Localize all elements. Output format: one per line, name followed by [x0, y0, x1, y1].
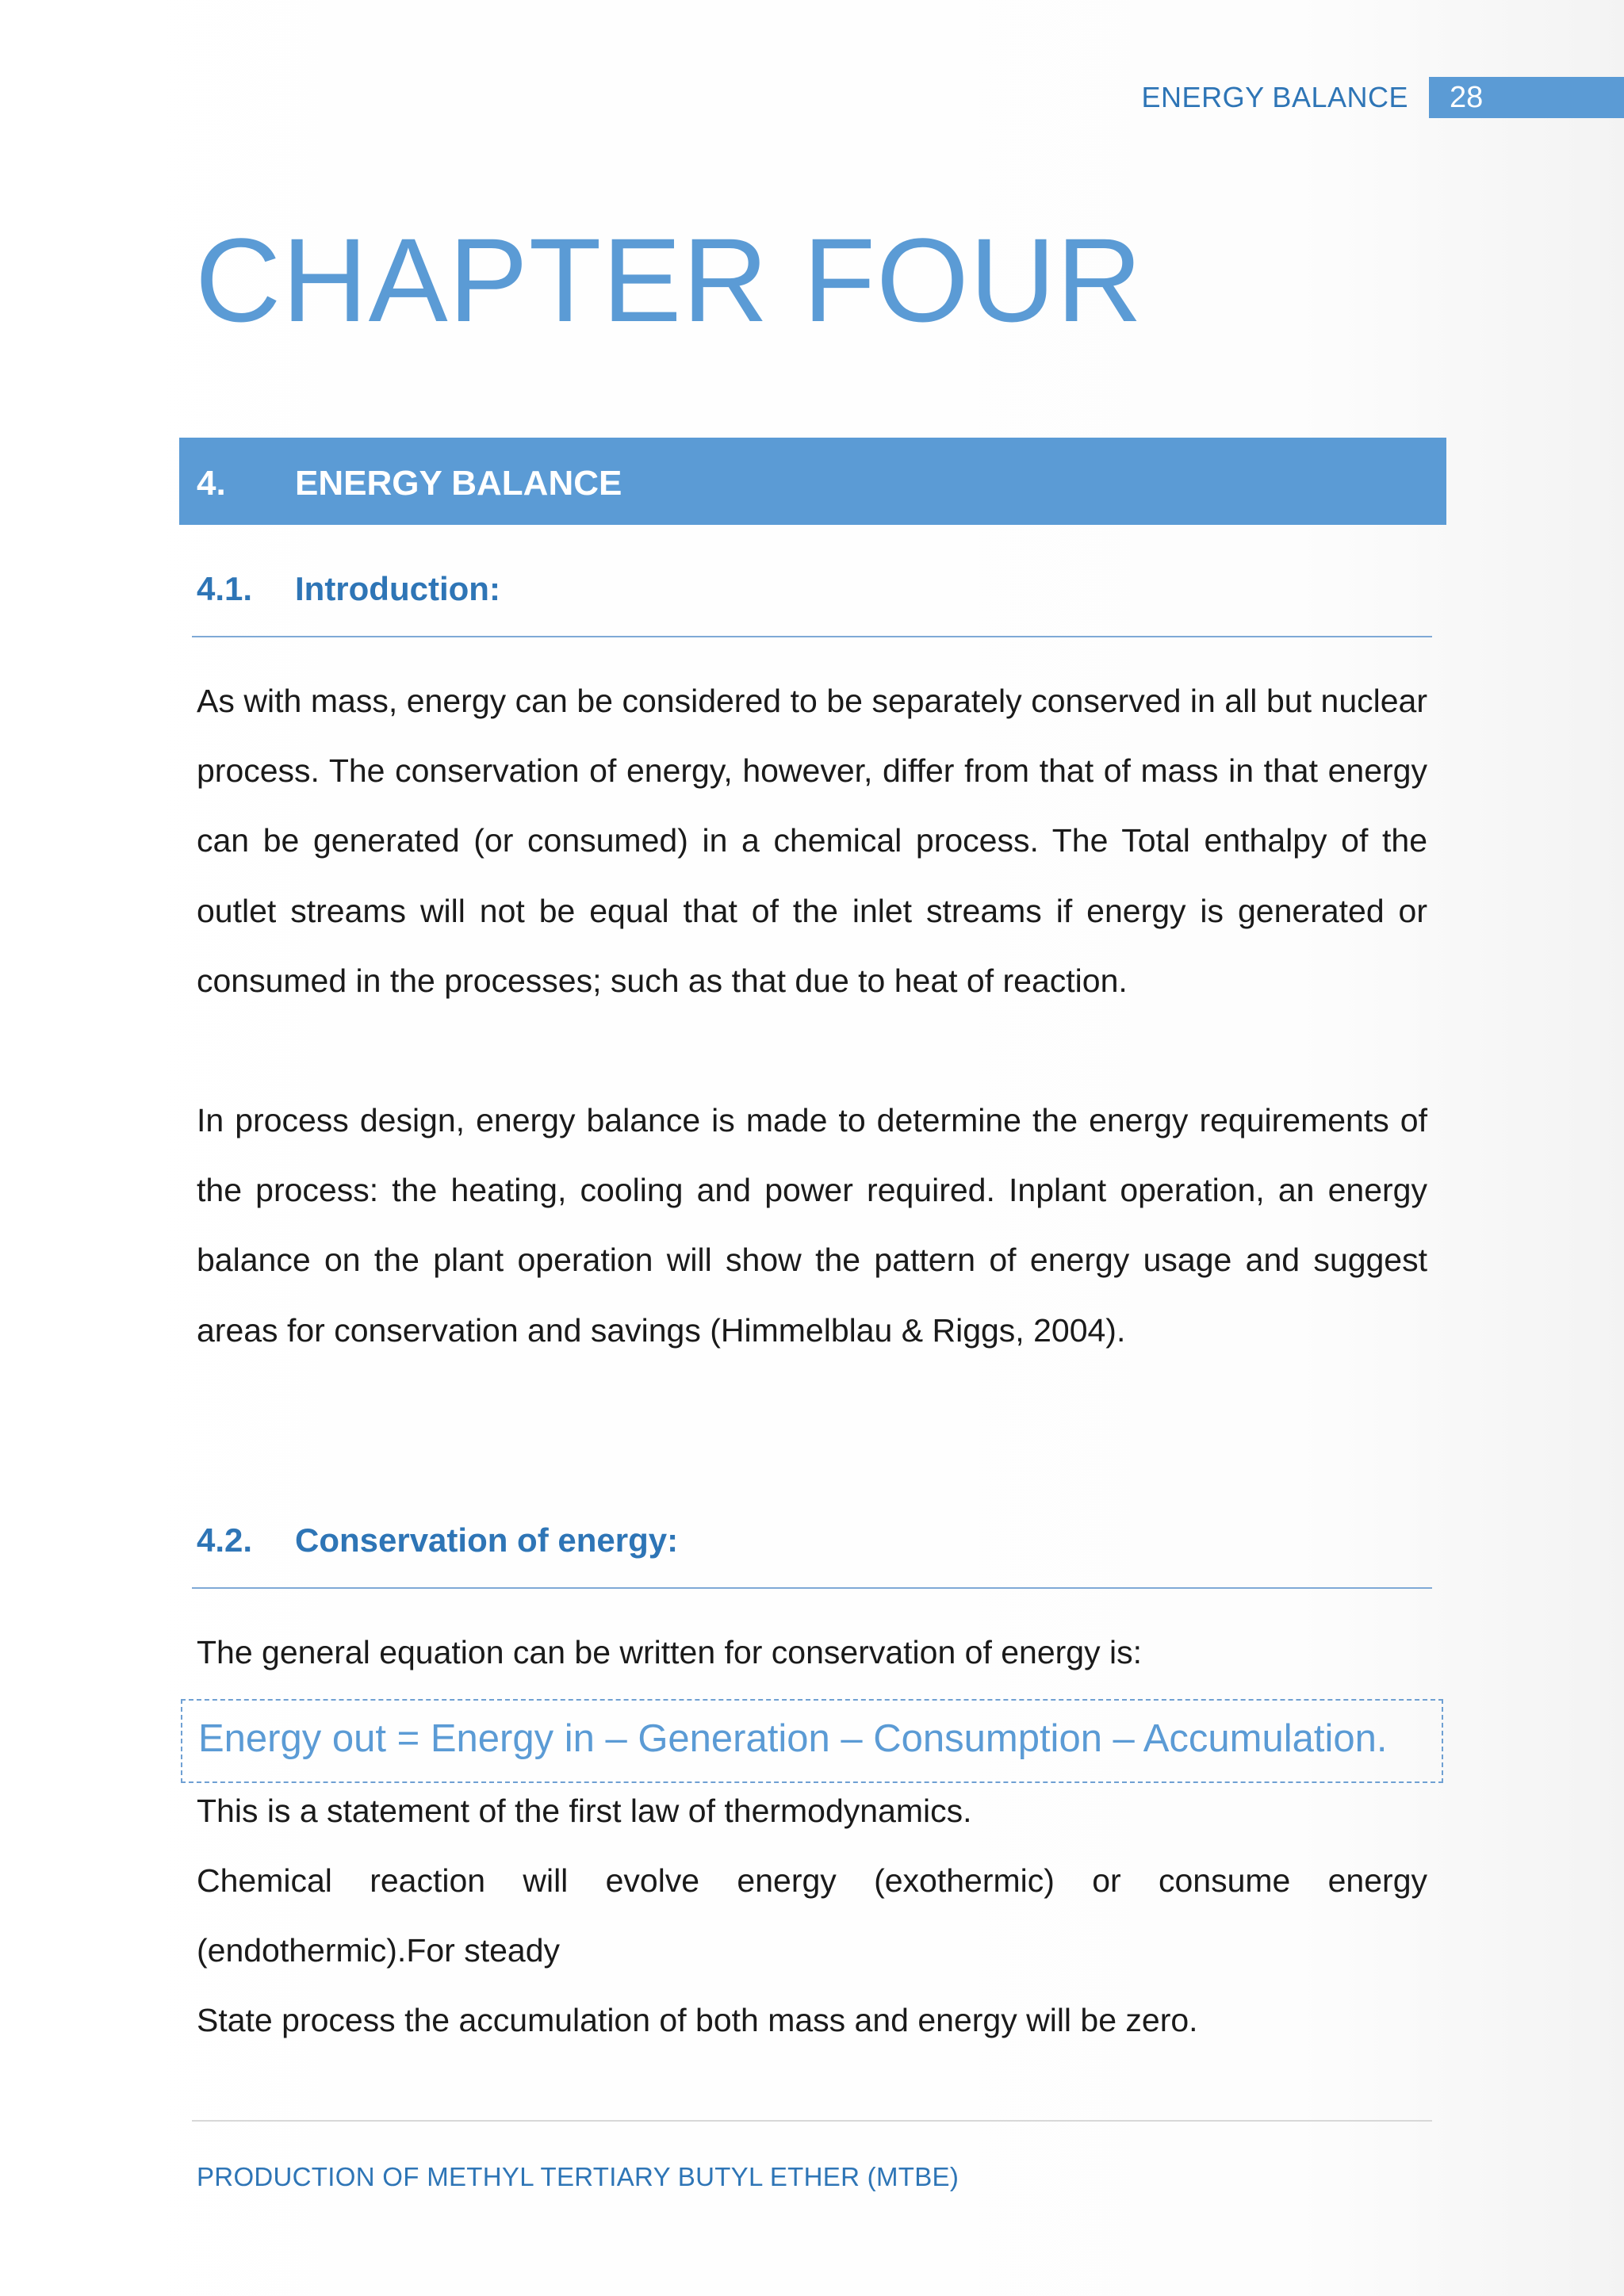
footer-rule — [192, 2120, 1432, 2122]
equation-box — [181, 1699, 1443, 1783]
header-title: ENERGY BALANCE — [1141, 81, 1408, 113]
section-heading — [179, 438, 1446, 525]
text-line: (endothermic).For steady — [197, 1932, 561, 1969]
subsection-title: Introduction: — [295, 570, 500, 607]
footer-text: PRODUCTION OF METHYL TERTIARY BUTYL ETHER (MTBE) — [197, 2162, 959, 2191]
text-line: This is a statement of the first law of thermodynamics. — [197, 1793, 972, 1829]
subsection-number: 4.1. — [197, 570, 253, 607]
subsection-title: Conservation of energy: — [295, 1521, 679, 1559]
subsection-rule — [192, 636, 1432, 637]
page-header — [1142, 76, 1624, 119]
paragraph-intro-1: As with mass, energy can be considered to be separately conserved in all but nuclear process. The conservation of energy, however, differ from that of mass in that energy can be generated (or consumed) in a chemical process. The Total enthalpy of the outlet streams will not be equal that of the inlet streams if energy is generated or consumed in the processes; such as that due to heat of reaction. — [197, 683, 1427, 999]
equation-intro: The general equation can be written for conservation of energy is: — [197, 1634, 1142, 1670]
subsection-number: 4.2. — [197, 1521, 253, 1559]
energy-equation: Energy out = Energy in – Generation – Consumption – Accumulation. — [198, 1717, 1388, 1760]
text-line: State process the accumulation of both mass and energy will be zero. — [197, 2002, 1198, 2038]
text-line: Chemical reaction will evolve energy (exothermic) or consume energy — [197, 1862, 1427, 1899]
section-number: 4. — [197, 464, 226, 503]
chapter-title: CHAPTER FOUR — [195, 213, 1143, 346]
section-title: ENERGY BALANCE — [295, 464, 622, 503]
paragraph-intro-2: In process design, energy balance is made to determine the energy requirements of the process: the heating, cooling and power required. Inplant operation, an energy balance on the plant operation will show the pattern of energy usage and suggest areas for conservation and savings (Himmelblau & Riggs, 2004). — [197, 1102, 1427, 1349]
page-number: 28 — [1429, 77, 1624, 118]
subsection-rule — [192, 1587, 1432, 1589]
